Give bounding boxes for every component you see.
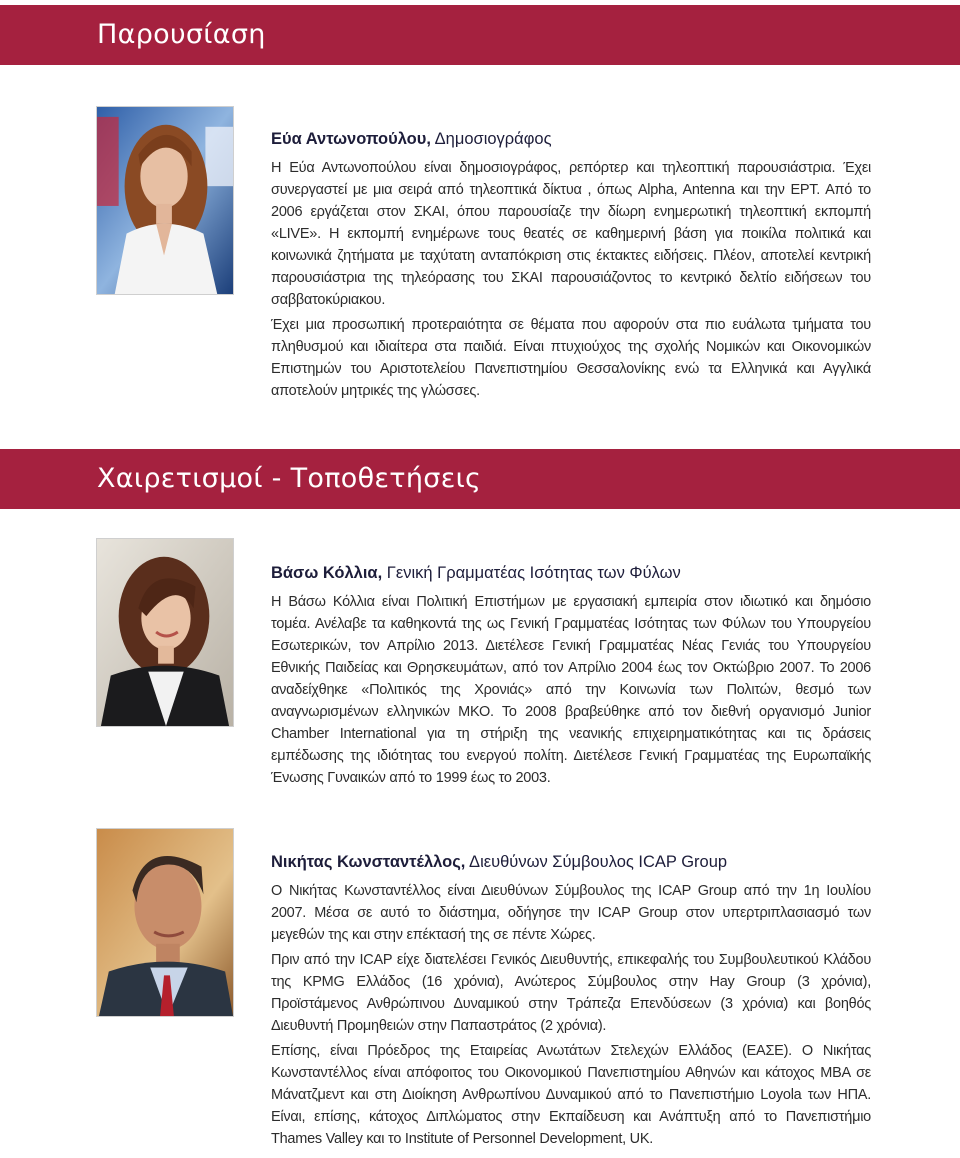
portrait-photo-vaso-kollia [96,538,234,727]
bio-paragraph: Ο Νικήτας Κωνσταντέλλος είναι Διευθύνων Σύμβουλος της ICAP Group από την 1η Ιουλίου 2007. Μέσα σε αυτό το διάστημα, οδήγησε την ICAP Group στον υπερτριπλασιασμό των μεγεθών της και στην επέκτασή της σε πέντε Χώρες. [271,883,871,943]
section-title: Παρουσίαση [97,19,266,50]
bio-vaso-kollia [271,564,871,789]
portrait-photo-nikitas-konstantellos [96,828,234,1017]
portrait-photo-eva-antonopoulou [96,106,234,295]
person-name: Νικήτας Κωνσταντέλλος, [271,853,466,871]
person-name: Εύα Αντωνοπούλου, [271,130,431,148]
bio-eva-antonopoulou [271,130,871,402]
person-role: Γενική Γραμματέας Ισότητας των Φύλων [386,564,681,582]
bio-paragraph: Πριν από την ICAP είχε διατελέσει Γενικός Διευθυντής, επικεφαλής του Συμβουλευτικού Κλάδου της KPMG Ελλάδος (16 χρόνια), Ανώτερος Σύμβουλος στην Hay Group (3 χρόνια), Προϊστάμενος Ανθρώπινου Δυναμικού στην Τράπεζα Επενδύσεων (3 χρόνια) και βοηθός Διευθυντή Προμηθειών στην Παπαστράτος (2 χρόνια). [271,952,871,1034]
section-banner-presentation [0,5,960,65]
bio-paragraph: Η Βάσω Κόλλια είναι Πολιτική Επιστήμων με εργασιακή εμπειρία στον ιδιωτικό και δημόσιο τομέα. Ανέλαβε τα καθηκοντά της ως Γενική Γραμματέας Ισότητας των Φύλων του Υπουργείου Εσωτερικών, τον Απρίλιο 2013. Διετέλεσε Γενική Γραμματέας Νέας Γενιάς του Υπουργείου Εθνικής Παιδείας και Θρησκευμάτων, από τον Απρίλιο 2004 έως τον Οκτώβριο 2007. Το 2006 αναδείχθηκε «Πολιτικός της Χρονιάς» από την Κοινωνία των Πολιτών, θεσμό των αναγνωρισμένων ελληνικών ΜΚΟ. Το 2008 βραβεύθηκε από τον διεθνή οργανισμό Junior Chamber International για τη στήριξη της νεανικής επιχειρηματικότητας και τις δράσεις εμπέδωσης της ιδιότητας του ενεργού πολίτη. Διετέλεσε Γενική Γραμματέας της Ευρωπαϊκής Ένωσης Γυναικών από το 1999 έως το 2003. [271,594,871,786]
bio-heading [271,130,871,149]
bio-heading [271,564,871,583]
section-title: Χαιρετισμοί - Τοποθετήσεις [97,463,482,494]
bio-paragraph: Η Εύα Αντωνοπούλου είναι δημοσιογράφος, ρεπόρτερ και τηλεοπτική παρουσιάστρια. Έχει συνεργαστεί με μια σειρά από τηλεοπτικά δίκτυα , όπως Alpha, Antenna και την ΕΡΤ. Από το 2006 εργάζεται στον ΣΚΑΙ, όπου παρουσίαζε την δίωρη ενημερωτική τηλεοπτική εκπομπή «LIVE». Η εκπομπή ενημέρωνε τους θεατές σε καθημερινή βάση για ποικίλα πολιτικά και κοινωνικά ζητήματα με ταχύτατη ανταπόκριση στις έκτακτες ειδήσεις. Πλέον, αποτελεί κεντρική παρουσιάστρια της τηλεόρασης του ΣΚΑΙ παρουσιάζοντος το κεντρικό δελτίο ειδήσεων του σαββατοκύριακου. [271,160,871,308]
section-banner-greetings [0,449,960,509]
bio-heading [271,853,871,872]
person-role: Δημοσιογράφος [434,130,552,148]
bio-paragraph: Επίσης, είναι Πρόεδρος της Εταιρείας Ανωτάτων Στελεχών Ελλάδος (ΕΑΣΕ). Ο Νικήτας Κωνσταντέλλος είναι απόφοιτος του Οικονομικού Πανεπιστημίου Αθηνών και κάτοχος ΜΒΑ σε Μάνατζμεντ και στη Διοίκηση Ανθρωπίνου Δυναμικού από το Πανεπιστήμιο Loyola των ΗΠΑ. Είναι, επίσης, κάτοχος Διπλώματος στην Εκπαίδευση και Ανάπτυξη από το Πανεπιστήμιο Thames Valley και το Institute of Personnel Development, UK. [271,1043,871,1147]
bio-nikitas-konstantellos [271,853,871,1150]
person-role: Διευθύνων Σύμβουλος ICAP Group [469,853,728,871]
bio-paragraph: Έχει μια προσωπική προτεραιότητα σε θέματα που αφορούν στα πιο ευάλωτα τμήματα του πληθυσμού και ιδιαίτερα στα παιδιά. Είναι πτυχιούχος της σχολής Νομικών και Οικονομικών Επιστημών του Αριστοτελείου Πανεπιστημίου Θεσσαλονίκης ενώ τα Ελληνικά και Αγγλικά αποτελούν μητρικές της γλώσσες. [271,317,871,399]
person-name: Βάσω Κόλλια, [271,564,383,582]
